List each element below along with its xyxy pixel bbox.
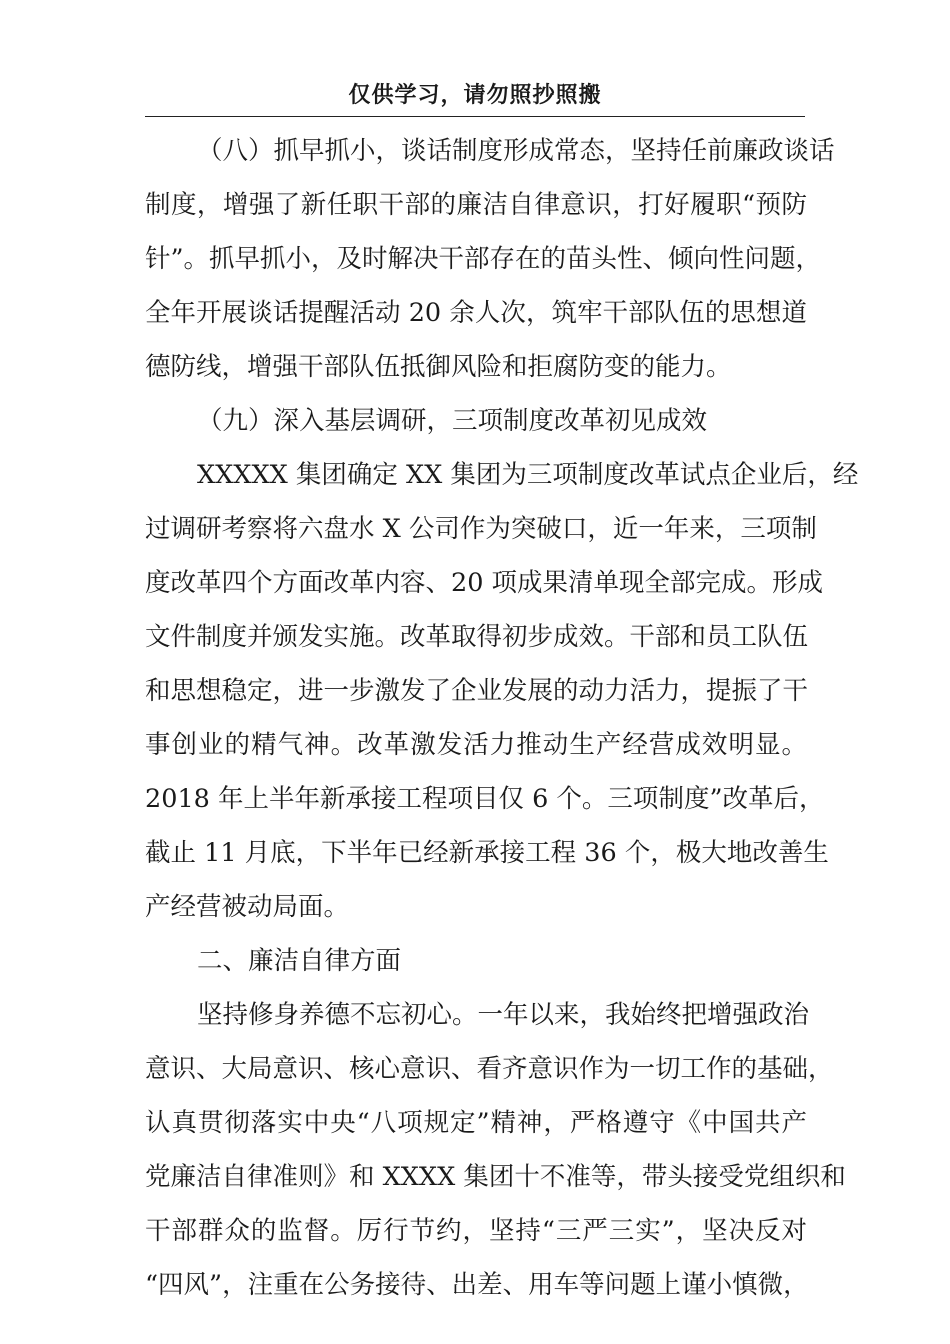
paragraph-line: “四风”，注重在公务接待、出差、用车等问题上谨小慎微， [145, 1270, 809, 1300]
header-divider [145, 116, 805, 117]
paragraph-line: 度改革四个方面改革内容、20 项成果清单现全部完成。形成 [145, 568, 824, 598]
paragraph-line: 事创业的精气神。改革激发活力推动生产经营成效明显。 [145, 730, 807, 760]
paragraph-line: 和思想稳定，进一步激发了企业发展的动力活力，提振了干 [145, 676, 809, 706]
paragraph-line: 意识、大局意识、核心意识、看齐意识作为一切工作的基础， [145, 1054, 834, 1084]
paragraph-line: XXXXX 集团确定 XX 集团为三项制度改革试点企业后，经 [197, 460, 859, 490]
paragraph-line: 坚持修身养德不忘初心。一年以来，我始终把增强政治 [197, 1000, 810, 1030]
paragraph-line: 文件制度并颁发实施。改革取得初步成效。干部和员工队伍 [145, 622, 809, 652]
paragraph-line: 截止 11 月底，下半年已经新承接工程 36 个，极大地改善生 [145, 838, 829, 868]
paragraph-line: 过调研考察将六盘水 X 公司作为突破口，近一年来，三项制 [145, 514, 817, 544]
paragraph-line: 干部群众的监督。厉行节约，坚持“三严三实”，坚决反对 [145, 1216, 807, 1246]
paragraph-line: 全年开展谈话提醒活动 20 余人次，筑牢干部队伍的思想道 [145, 298, 807, 328]
paragraph-line: 针”。抓早抓小，及时解决干部存在的苗头性、倾向性问题， [145, 244, 822, 274]
page-header-title: 仅供学习，请勿照抄照搬 [348, 83, 602, 108]
section-heading: 二、廉洁自律方面 [197, 946, 402, 976]
paragraph-line: 认真贯彻落实中央“八项规定”精神，严格遵守《中国共产 [145, 1108, 807, 1138]
paragraph-line: 德防线，增强干部队伍抵御风险和拒腐防变的能力。 [145, 352, 732, 382]
section-heading: （九）深入基层调研，三项制度改革初见成效 [197, 406, 708, 436]
paragraph-line: 制度，增强了新任职干部的廉洁自律意识，打好履职“预防 [145, 190, 807, 220]
document-body [145, 124, 859, 1312]
paragraph-line: 党廉洁自律准则》和 XXXX 集团十不准等，带头接受党组织和 [145, 1162, 846, 1192]
paragraph-line: （八）抓早抓小，谈话制度形成常态，坚持任前廉政谈话 [197, 136, 835, 166]
paragraph-line: 产经营被动局面。 [145, 892, 350, 922]
paragraph-line: 2018 年上半年新承接工程项目仅 6 个。三项制度”改革后， [145, 784, 825, 814]
